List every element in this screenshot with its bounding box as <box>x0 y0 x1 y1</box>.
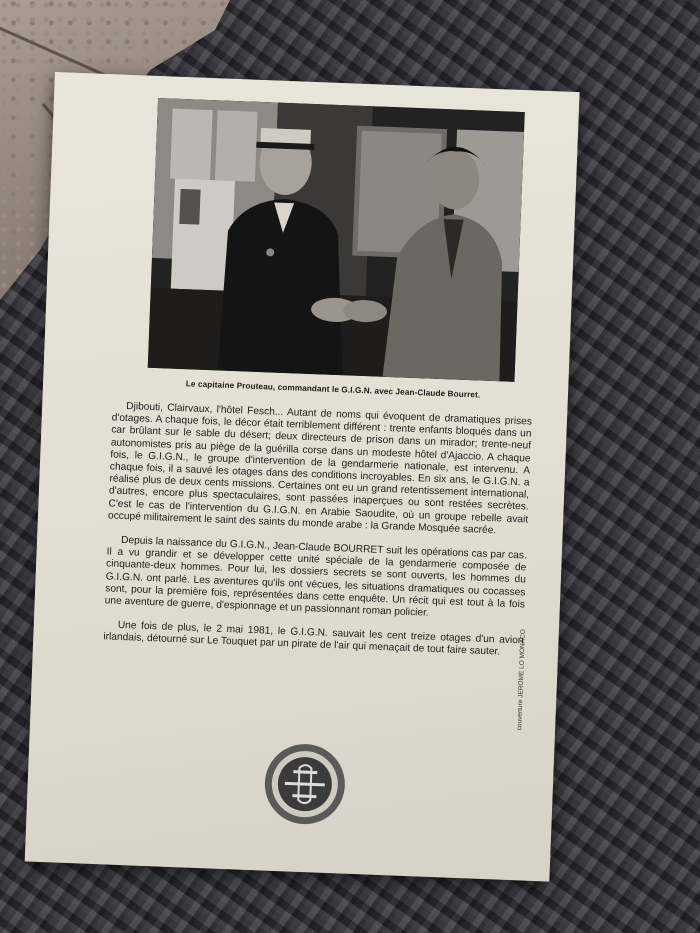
blurb-paragraph-1: Djibouti, Clairvaux, l'hôtel Fesch... Autant de noms qui évoquent de dramatiques prises d'otages. A chaque fois, le décor était terriblement différent : trente enfants bloqués dans un car brûlant sur le sable du désert; deux directeurs de prison dans un mirador; trente-neuf autonomistes pris au piège de la guérilla corse dans un modeste hôtel d'Ajaccio. A chaque fois, le G.I.G.N., le groupe d'intervention de la gendarmerie nationale, est intervenu. A chaque fois, il a sauvé les otages dans des conditions incroyables. En six ans, le G.I.G.N. a réalisé plus de deux cents missions. Certaines ont eu un grand retentissement international, d'autres, encore plus spectaculaires, sont passées inaperçues ou sont restées secrètes. C'est le cas de l'intervention du G.I.G.N. en Arabie Saoudite, où un groupe rebelle avait occupé militairement le saint des saints du monde arabe : la Grande Mosquée sacrée. <box>107 400 533 537</box>
blurb-paragraph-2: Depuis la naissance du G.I.G.N., Jean-Claude BOURRET suit les opérations cas par cas. Il a vu grandir et se développer cette unité spéciale de la gendarmerie composée de cinquante-deux hommes. Pour lui, les dossiers secrets se sont ouverts, les hommes du G.I.G.N. ont parlé. Les aventures qu'ils ont vécues, les situations dramatiques ou cocasses sont, pour la première fois, représentées dans cette enquête. Un récit qui est tout à la fois une aventure de guerre, d'espionnage et un passionnant roman policier. <box>104 534 527 619</box>
photo-caption: Le capitaine Prouteau, commandant le G.I.G.N. avec Jean-Claude Bourret. <box>185 379 481 400</box>
blurb <box>103 400 533 672</box>
blurb-paragraph-3: Une fois de plus, le 2 mai 1981, le G.I.G.N. sauvait les cent treize otages d'un avion irlandais, détourné sur Le Touquet par un pirate de l'air qui menaçait de tout faire sauter. <box>103 620 524 658</box>
gign-emblem-icon <box>261 741 348 828</box>
cover-credit: couverture JEROME LO MONACO <box>516 629 527 731</box>
book-back-cover <box>25 72 580 882</box>
cover-photo <box>148 98 525 382</box>
photo-illustration <box>148 98 525 382</box>
